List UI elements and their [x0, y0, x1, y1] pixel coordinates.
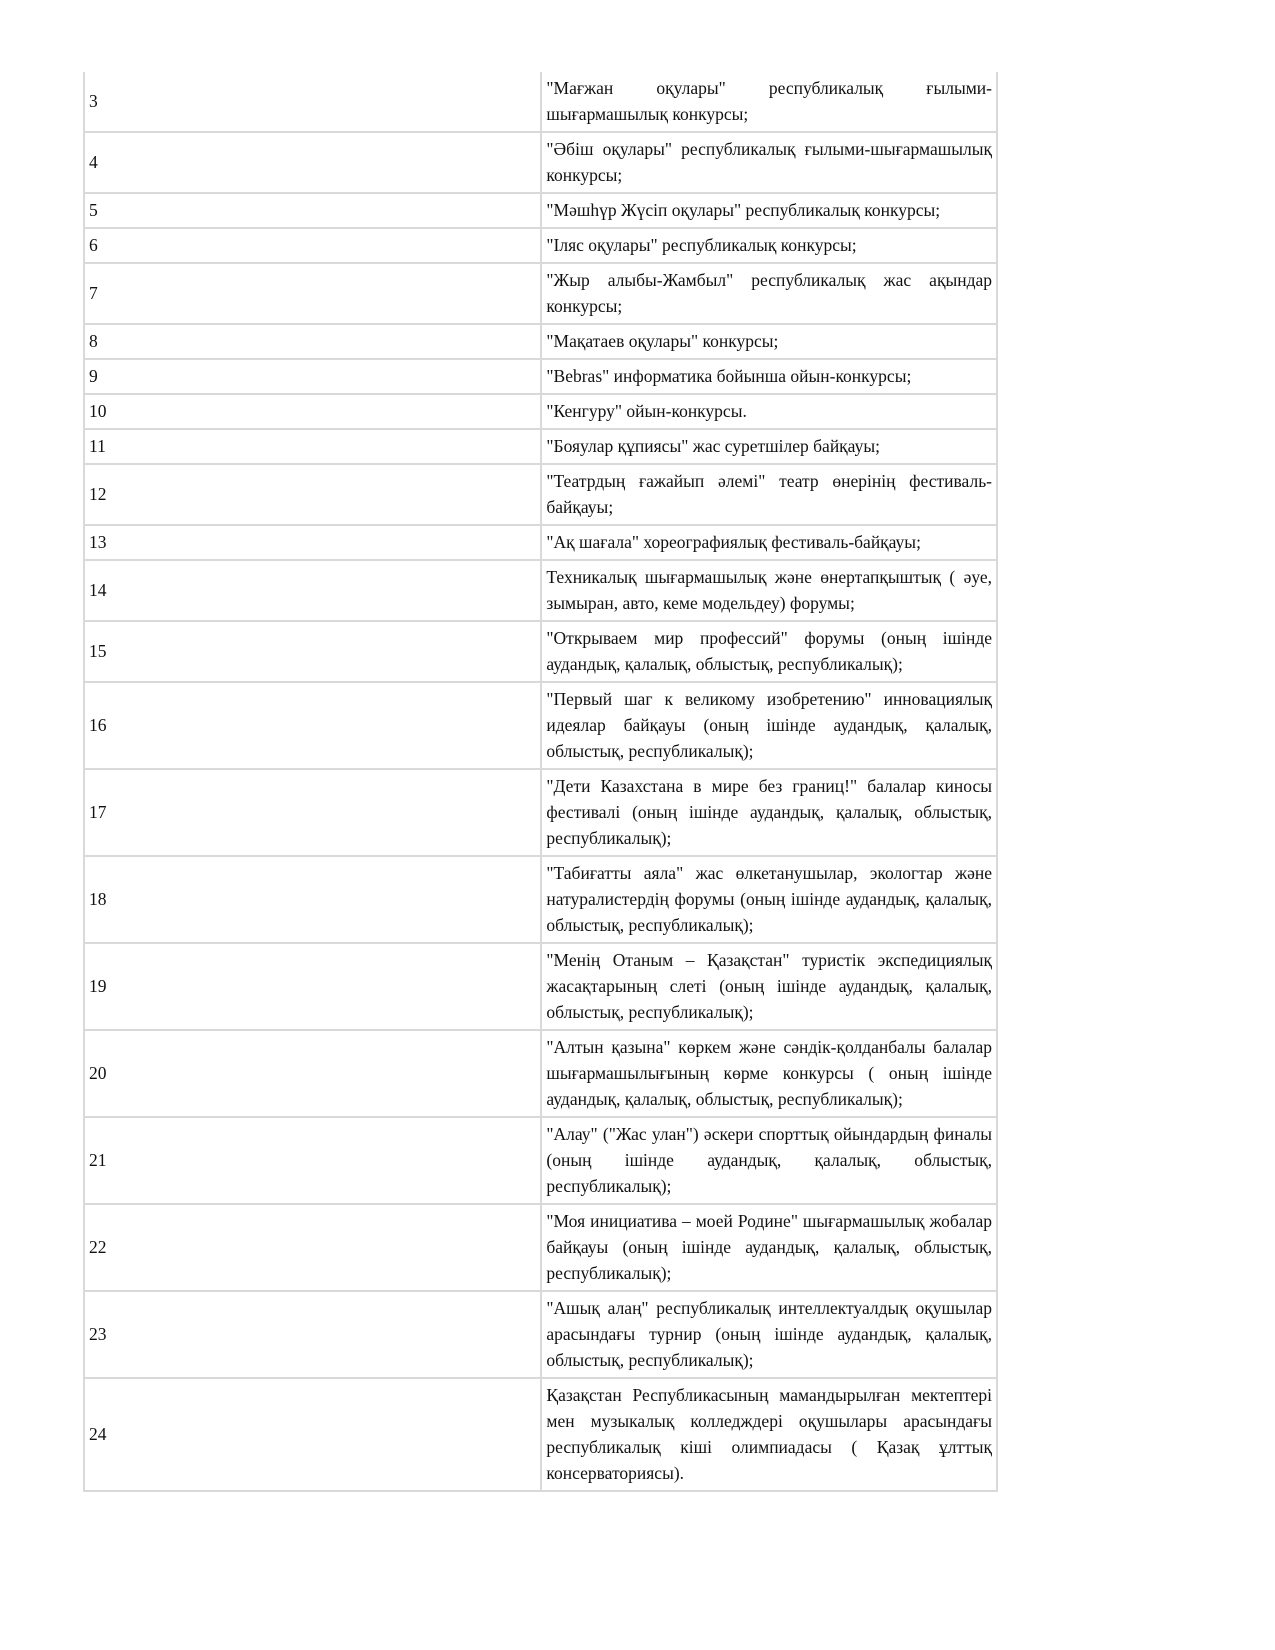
table-row — [84, 856, 997, 943]
table-row — [84, 1291, 997, 1378]
row-text: "Табиғатты аяла" жас өлкетанушылар, экологтар және натуралистердің форумы (оның ішінде аудандық, қалалық, облыстық, республикалық); — [541, 856, 997, 943]
table-row — [84, 394, 997, 429]
row-number: 8 — [84, 324, 541, 359]
table-row — [84, 132, 997, 193]
table-row — [84, 263, 997, 324]
row-number: 5 — [84, 193, 541, 228]
table-row — [84, 621, 997, 682]
table-row — [84, 464, 997, 525]
table-row — [84, 1204, 997, 1291]
row-text: Техникалық шығармашылық және өнертапқыштық ( әуе, зымыран, авто, кеме модельдеу) форумы; — [541, 560, 997, 621]
table-row — [84, 1117, 997, 1204]
row-number: 18 — [84, 856, 541, 943]
row-text: "Bebras" информатика бойынша ойын-конкурсы; — [541, 359, 997, 394]
row-text: "Первый шаг к великому изобретению" инновациялық идеялар байқауы (оның ішінде аудандық, қалалық, облыстық, республикалық); — [541, 682, 997, 769]
table-row — [84, 525, 997, 560]
table-row — [84, 429, 997, 464]
row-text: "Жыр алыбы-Жамбыл" республикалық жас ақындар конкурсы; — [541, 263, 997, 324]
row-text: "Мағжан оқулары" республикалық ғылыми-шығармашылық конкурсы; — [541, 72, 997, 132]
row-number: 7 — [84, 263, 541, 324]
row-number: 21 — [84, 1117, 541, 1204]
row-text: "Бояулар құпиясы" жас суретшілер байқауы; — [541, 429, 997, 464]
row-text: "Открываем мир профессий" форумы (оның ішінде аудандық, қалалық, облыстық, республикалық); — [541, 621, 997, 682]
events-table — [83, 72, 998, 1492]
table-row — [84, 943, 997, 1030]
row-number: 4 — [84, 132, 541, 193]
row-number: 19 — [84, 943, 541, 1030]
row-number: 12 — [84, 464, 541, 525]
row-text: Қазақстан Республикасының мамандырылған мектептері мен музыкалық колледждері оқушылары арасындағы республикалық кіші олимпиадасы ( Қазақ ұлттық консерваториясы). — [541, 1378, 997, 1491]
table-row — [84, 560, 997, 621]
row-text: "Мәшһүр Жүсіп оқулары" республикалық конкурсы; — [541, 193, 997, 228]
table-row — [84, 228, 997, 263]
row-number: 16 — [84, 682, 541, 769]
row-number: 9 — [84, 359, 541, 394]
table-row — [84, 72, 997, 132]
row-text: "Алау" ("Жас улан") әскери спорттық ойындардың финалы (оның ішінде аудандық, қалалық, облыстық, республикалық); — [541, 1117, 997, 1204]
row-text: "Алтын қазына" көркем және сәндік-қолданбалы балалар шығармашылығының көрме конкурсы ( оның ішінде аудандық, қалалық, облыстық, республикалық); — [541, 1030, 997, 1117]
row-number: 20 — [84, 1030, 541, 1117]
row-number: 6 — [84, 228, 541, 263]
row-number: 13 — [84, 525, 541, 560]
row-number: 24 — [84, 1378, 541, 1491]
row-text: "Іляс оқулары" республикалық конкурсы; — [541, 228, 997, 263]
row-text: "Дети Казахстана в мире без границ!" балалар киносы фестивалі (оның ішінде аудандық, қалалық, облыстық, республикалық); — [541, 769, 997, 856]
row-text: "Мақатаев оқулары" конкурсы; — [541, 324, 997, 359]
document-page — [83, 72, 998, 1492]
table-row — [84, 324, 997, 359]
row-number: 3 — [84, 72, 541, 132]
row-text: "Моя инициатива – моей Родине" шығармашылық жобалар байқауы (оның ішінде аудандық, қалалық, облыстық, республикалық); — [541, 1204, 997, 1291]
row-number: 23 — [84, 1291, 541, 1378]
table-row — [84, 193, 997, 228]
row-number: 14 — [84, 560, 541, 621]
row-number: 10 — [84, 394, 541, 429]
row-number: 17 — [84, 769, 541, 856]
row-text: "Театрдың ғажайып әлемі" театр өнерінің фестиваль-байқауы; — [541, 464, 997, 525]
row-text: "Кенгуру" ойын-конкурсы. — [541, 394, 997, 429]
table-row — [84, 1378, 997, 1491]
row-number: 22 — [84, 1204, 541, 1291]
row-number: 15 — [84, 621, 541, 682]
table-row — [84, 1030, 997, 1117]
row-text: "Әбіш оқулары" республикалық ғылыми-шығармашылық конкурсы; — [541, 132, 997, 193]
table-row — [84, 682, 997, 769]
row-text: "Ақ шағала" хореографиялық фестиваль-байқауы; — [541, 525, 997, 560]
table-row — [84, 359, 997, 394]
row-text: "Ашық алаң" республикалық интеллектуалдық оқушылар арасындағы турнир (оның ішінде аудандық, қалалық, облыстық, республикалық); — [541, 1291, 997, 1378]
row-number: 11 — [84, 429, 541, 464]
row-text: "Менің Отаным – Қазақстан" туристік экспедициялық жасақтарының слеті (оның ішінде аудандық, қалалық, облыстық, республикалық); — [541, 943, 997, 1030]
table-row — [84, 769, 997, 856]
